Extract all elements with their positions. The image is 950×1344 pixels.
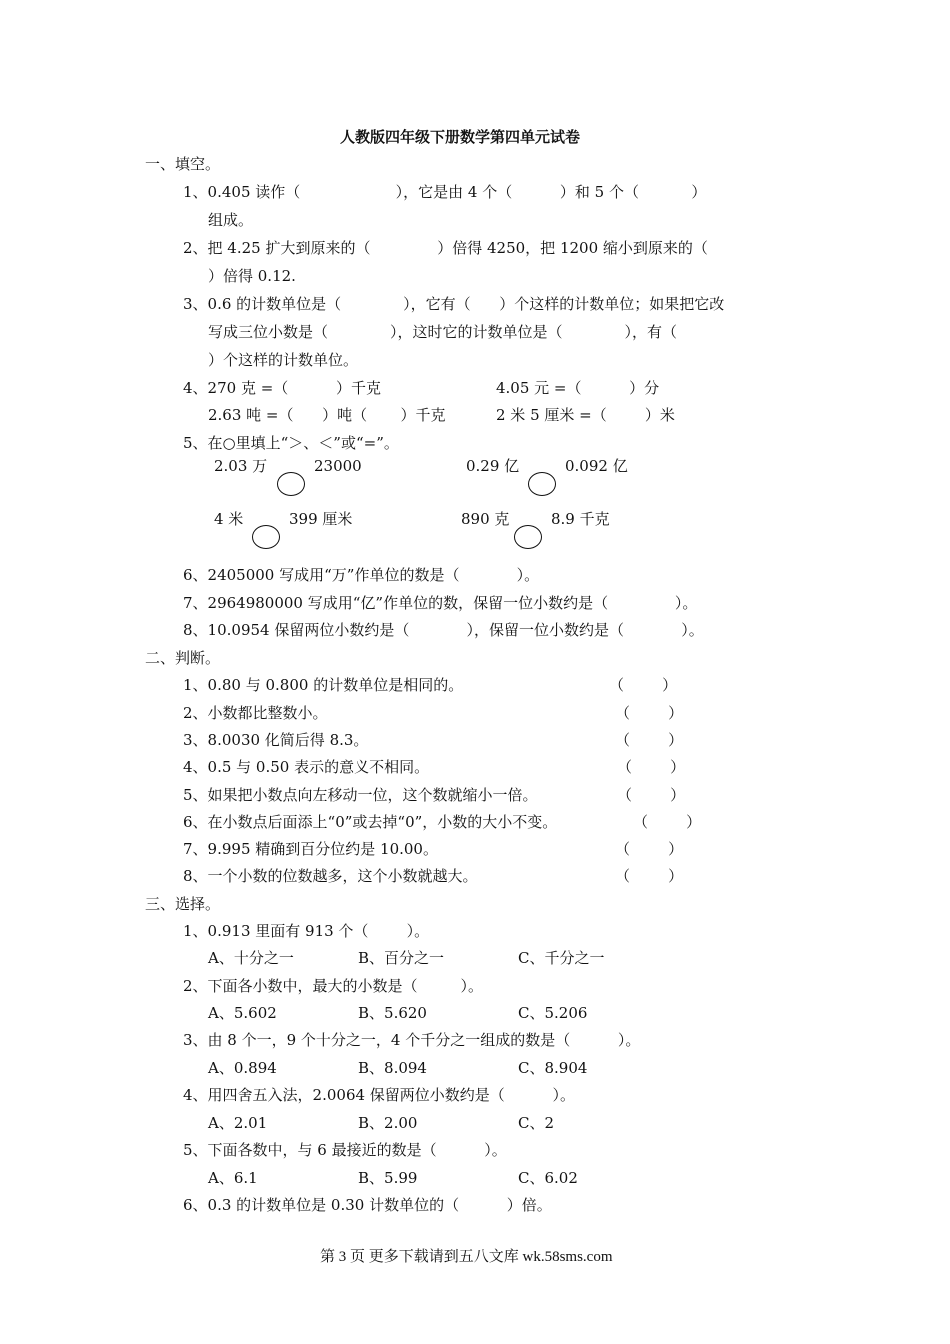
choice-question: 6、0.3 的计数单位是 0.30 计数单位的（ ）倍。 [183,1196,552,1214]
choice-option-a[interactable]: A、0.894 [208,1059,277,1077]
judge-answer-paren[interactable]: （ ） [633,813,702,831]
compare-circle[interactable] [528,472,556,496]
compare-right: 399 厘米 [289,510,353,528]
choice-option-a[interactable]: A、2.01 [208,1114,268,1132]
choice-option-b[interactable]: B、8.094 [358,1059,427,1077]
choice-question: 2、下面各小数中，最大的小数是（ ）。 [183,977,483,995]
choice-option-b[interactable]: B、百分之一 [358,949,445,967]
choice-option-a[interactable]: A、十分之一 [208,949,294,967]
section-heading-judge: 二、判断。 [145,649,221,667]
judge-answer-paren[interactable]: （ ） [615,867,684,885]
compare-circle[interactable] [277,472,305,496]
compare-left: 2.03 万 [214,457,268,475]
compare-left: 0.29 亿 [466,457,520,475]
choice-option-b[interactable]: B、5.620 [358,1004,427,1022]
choice-question: 5、下面各数中，与 6 最接近的数是（ ）。 [183,1141,507,1159]
judge-answer-paren[interactable]: （ ） [615,704,684,722]
judge-item-text: 2、小数都比整数小。 [183,704,328,722]
judge-answer-paren[interactable]: （ ） [617,758,686,776]
choice-question: 1、0.913 里面有 913 个（ ）。 [183,922,430,940]
judge-answer-paren[interactable]: （ ） [615,731,684,749]
compare-circle[interactable] [514,525,542,549]
question-text: 4、270 克 =（ ）千克 [183,379,381,397]
judge-item-text: 7、9.995 精确到百分位约是 10.00。 [183,840,438,858]
judge-answer-paren[interactable]: （ ） [617,786,686,804]
judge-item-text: 6、在小数点后面添上“0”或去掉“0”，小数的大小不变。 [183,813,558,831]
compare-right: 0.092 亿 [565,457,628,475]
compare-circle[interactable] [252,525,280,549]
judge-item-text: 4、0.5 与 0.50 表示的意义不相同。 [183,758,430,776]
choice-option-a[interactable]: A、5.602 [208,1004,277,1022]
question-text: 3、0.6 的计数单位是（ ），它有（ ）个这样的计数单位；如果把它改 [183,295,725,313]
choice-option-c[interactable]: C、5.206 [518,1004,588,1022]
choice-option-c[interactable]: C、2 [518,1114,555,1132]
judge-answer-paren[interactable]: （ ） [615,840,684,858]
judge-item-text: 3、8.0030 化简后得 8.3。 [183,731,369,749]
choice-option-a[interactable]: A、6.1 [208,1169,258,1187]
compare-right: 8.9 千克 [551,510,610,528]
question-text: 8、10.0954 保留两位小数约是（ ），保留一位小数约是（ ）。 [183,621,704,639]
compare-right: 23000 [314,457,362,475]
choice-option-c[interactable]: C、8.904 [518,1059,588,1077]
page-title: 人教版四年级下册数学第四单元试卷 [340,128,581,146]
page-footer: 第 3 页 更多下载请到五八文库 wk.58sms.com [320,1249,613,1265]
question-text: ）个这样的计数单位。 [208,351,359,369]
judge-item-text: 8、一个小数的位数越多，这个小数就越大。 [183,867,478,885]
question-text: 写成三位小数是（ ），这时它的计数单位是（ ），有（ [208,323,677,341]
judge-item-text: 1、0.80 与 0.800 的计数单位是相同的。 [183,676,464,694]
choice-option-b[interactable]: B、2.00 [358,1114,418,1132]
choice-option-b[interactable]: B、5.99 [358,1169,418,1187]
judge-answer-paren[interactable]: （ ） [609,676,678,694]
question-text: 4.05 元 =（ ）分 [496,379,660,397]
question-text: 2、把 4.25 扩大到原来的（ ）倍得 4250，把 1200 缩小到原来的（ [183,239,708,257]
judge-item-text: 5、如果把小数点向左移动一位，这个数就缩小一倍。 [183,786,538,804]
compare-left: 4 米 [214,510,244,528]
question-text: 5、在○里填上“＞、＜”或“=”。 [183,434,399,452]
question-text: 6、2405000 写成用“万”作单位的数是（ ）。 [183,566,540,584]
question-text: 1、0.405 读作（ ），它是由 4 个（ ）和 5 个（ ） [183,183,707,201]
question-text: 2.63 吨 =（ ）吨（ ）千克 [208,406,446,424]
compare-left: 890 克 [461,510,510,528]
question-text: ）倍得 0.12. [208,267,296,285]
question-text: 组成。 [208,211,254,229]
choice-option-c[interactable]: C、6.02 [518,1169,578,1187]
choice-question: 3、由 8 个一，9 个十分之一，4 个千分之一组成的数是（ ）。 [183,1031,641,1049]
section-heading-fill-blank: 一、填空。 [145,155,221,173]
choice-option-c[interactable]: C、千分之一 [518,949,605,967]
section-heading-choice: 三、选择。 [145,895,221,913]
choice-question: 4、用四舍五入法，2.0064 保留两位小数约是（ ）。 [183,1086,575,1104]
question-text: 7、2964980000 写成用“亿”作单位的数，保留一位小数约是（ ）。 [183,594,698,612]
question-text: 2 米 5 厘米 =（ ）米 [496,406,675,424]
